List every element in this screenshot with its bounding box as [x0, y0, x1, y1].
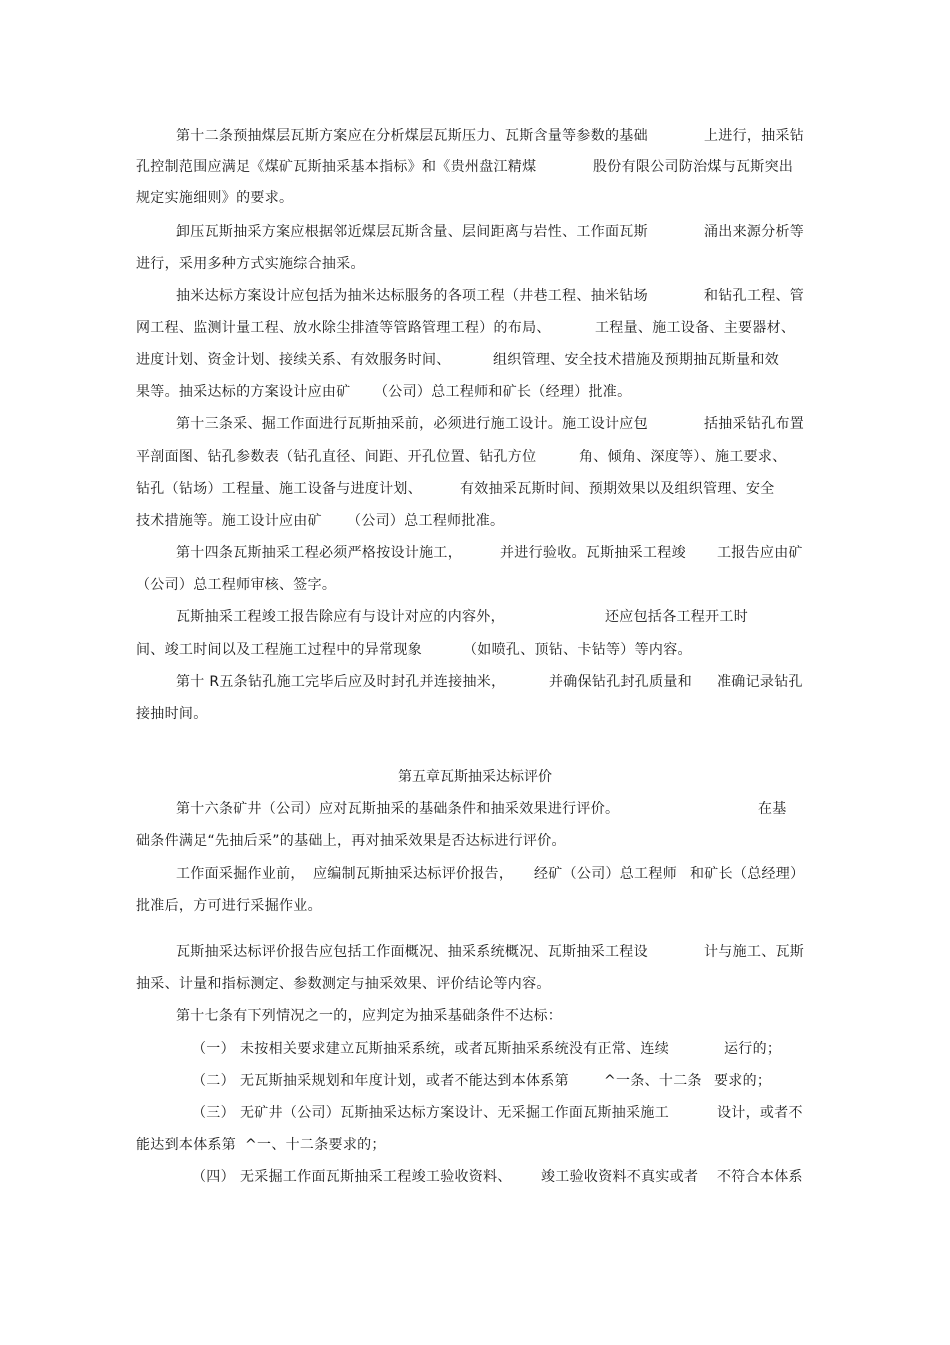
text-line: 要求的；: [714, 1073, 772, 1089]
text-line: ^一、十二条要求的；: [245, 1137, 386, 1153]
text-line: 无矿井（公司）瓦斯抽采达标方案设计、无采掘工作面瓦斯抽采施工: [240, 1105, 669, 1121]
text-line: 并进行验收。瓦斯抽采工程竣: [500, 545, 686, 561]
text-line: 不符合本体系: [717, 1169, 803, 1185]
text-line: 接抽时间。: [136, 706, 208, 722]
text-line: 技术措施等。施工设计应由矿: [136, 513, 322, 529]
text-line: 第十六条矿井（公司）应对瓦斯抽采的基础条件和抽采效果进行评价。: [176, 801, 620, 817]
text-line: 括抽采钻孔布置: [704, 416, 805, 432]
list-marker: （三）: [192, 1105, 235, 1121]
text-line: 批准后，方可进行采掘作业。: [136, 898, 322, 914]
text-line: 卸压瓦斯抽采方案应根据邻近煤层瓦斯含量、层间距离与岩性、工作面瓦斯: [176, 224, 648, 240]
text-line: 涌出来源分析等: [704, 224, 805, 240]
text-line: 无瓦斯抽采规划和年度计划，或者不能达到本体系第: [240, 1073, 569, 1089]
text-line: 抽采、计量和指标测定、参数测定与抽采效果、评价结论等内容。: [136, 976, 551, 992]
text-line: 和矿长（总经理）: [690, 866, 805, 882]
text-line: ^一条、十二条: [604, 1073, 702, 1089]
list-marker: （二）: [192, 1073, 235, 1089]
text-line: 和钻孔工程、管: [704, 288, 805, 304]
text-line: 网工程、监测计量工程、放水除尘排渣等管路管理工程）的布局、: [136, 320, 551, 336]
text-line: 能达到本体系第: [136, 1137, 237, 1153]
text-line: 设计，或者不: [717, 1105, 803, 1121]
text-line: 角、倾角、深度等）、施工要求、: [579, 449, 787, 465]
text-line: 孔控制范围应满足《煤矿瓦斯抽采基本指标》和《贵州盘江精煤: [136, 159, 537, 175]
text-line: （公司）总工程师审核、签字。: [136, 577, 337, 593]
text-line: 股份有限公司防治煤与瓦斯突出: [593, 159, 794, 175]
text-line: 还应包括各工程开工时: [605, 609, 748, 625]
text-line: 上进行，抽采钻: [704, 128, 805, 144]
text-line: 抽米达标方案设计应包括为抽米达标服务的各项工程（井巷工程、抽米钻场: [176, 288, 648, 304]
text-line: 无采掘工作面瓦斯抽采工程竣工验收资料、: [240, 1169, 512, 1185]
text-line: 准确记录钻孔: [717, 674, 803, 690]
text-line: 第十七条有下列情况之一的，应判定为抽采基础条件不达标：: [176, 1008, 563, 1024]
chapter-heading: 第五章瓦斯抽采达标评价: [398, 769, 552, 785]
text-line: 瓦斯抽采工程竣工报告除应有与设计对应的内容外，: [176, 609, 505, 625]
text-line: 规定实施细则》的要求。: [136, 190, 294, 206]
text-line: 工报告应由矿: [717, 545, 803, 561]
list-marker: （四）: [192, 1169, 235, 1185]
text-line: 平剖面图、钻孔参数表（钻孔直径、间距、开孔位置、钻孔方位: [136, 449, 537, 465]
text-line: 进度计划、资金计划、接续关系、有效服务时间、: [136, 352, 451, 368]
text-line: 未按相关要求建立瓦斯抽采系统，或者瓦斯抽采系统没有正常、连续: [240, 1041, 669, 1057]
text-line: 间、竣工时间以及工程施工过程中的异常现象: [136, 642, 422, 658]
text-line: 工作面采掘作业前，: [176, 866, 305, 882]
text-line: 应编制瓦斯抽采达标评价报告，: [313, 866, 514, 882]
text-line: 组织管理、安全技术措施及预期抽瓦斯量和效: [493, 352, 779, 368]
text-line: 第十四条瓦斯抽采工程必须严格按设计施工，: [176, 545, 462, 561]
text-line: 并确保钻孔封孔质量和: [549, 674, 692, 690]
text-line: （如喷孔、顶钻、卡钻等）等内容。: [463, 642, 692, 658]
text-line: 瓦斯抽采达标评价报告应包括工作面概况、抽采系统概况、瓦斯抽采工程设: [176, 944, 648, 960]
text-line: 运行的；: [724, 1041, 782, 1057]
text-line: 钻孔（钻场）工程量、施工设备与进度计划、: [136, 481, 422, 497]
text-line: （公司）总工程师和矿长（经理）批准。: [374, 384, 632, 400]
text-line: 第十二条预抽煤层瓦斯方案应在分析煤层瓦斯压力、瓦斯含量等参数的基础: [176, 128, 648, 144]
text-line: （公司）总工程师批准。: [347, 513, 505, 529]
text-line: 第十三条采、掘工作面进行瓦斯抽采前，必须进行施工设计。施工设计应包: [176, 416, 648, 432]
text-line: 经矿（公司）总工程师: [534, 866, 677, 882]
text-line: 在基: [758, 801, 787, 817]
text-line: 计与施工、瓦斯: [704, 944, 805, 960]
text-line: 有效抽采瓦斯时间、预期效果以及组织管理、安全: [460, 481, 775, 497]
list-marker: （一）: [192, 1041, 235, 1057]
text-line: 果等。抽采达标的方案设计应由矿: [136, 384, 351, 400]
text-line: 第十 R五条钻孔施工完毕后应及时封孔并连接抽米，: [176, 674, 506, 690]
text-line: 进行，采用多种方式实施综合抽采。: [136, 256, 365, 272]
text-line: 础条件满足“先抽后采”的基础上，再对抽采效果是否达标进行评价。: [136, 833, 566, 849]
text-line: 竣工验收资料不真实或者: [541, 1169, 699, 1185]
text-line: 工程量、施工设备、主要器材、: [595, 320, 796, 336]
